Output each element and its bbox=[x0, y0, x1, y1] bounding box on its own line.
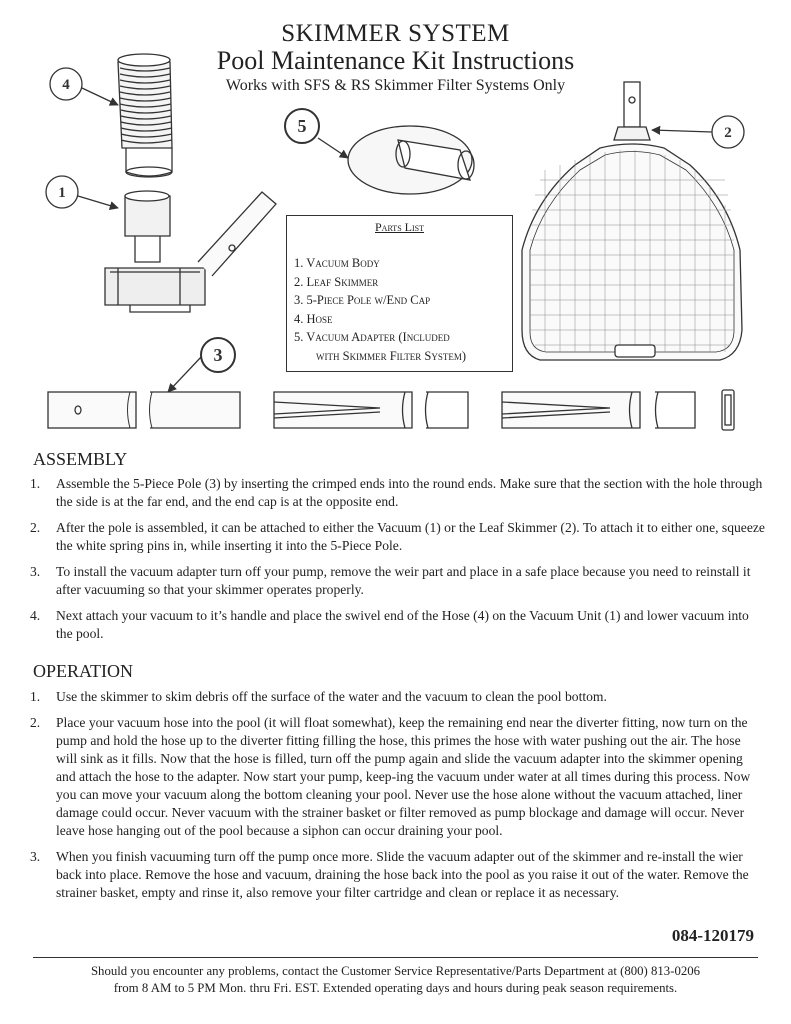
callout-label-2: 2 bbox=[724, 125, 732, 141]
step-text: After the pole is assembled, it can be attached to either the Vacuum (1) or the Leaf Skimmer (2). To attach it to either one, squeeze the white spring pins in, while inserting it into the 5-Piece Pole. bbox=[56, 520, 765, 553]
hose-drawing bbox=[118, 54, 172, 177]
operation-heading: OPERATION bbox=[33, 661, 134, 681]
parts-list-item: 3. 5-Piece Pole w/End Cap bbox=[294, 293, 431, 307]
parts-list-box bbox=[286, 215, 513, 372]
parts-list-item: 4. Hose bbox=[294, 311, 333, 326]
assembly-step bbox=[30, 519, 765, 555]
footer-divider bbox=[33, 957, 758, 958]
parts-list-item: 2. Leaf Skimmer bbox=[294, 274, 379, 289]
step-number: 1. bbox=[30, 476, 41, 491]
footer-contact: Should you encounter any problems, contact the Customer Service Representative/Parts Department at (800) 813-0206 bbox=[90, 964, 701, 978]
callout-label-3: 3 bbox=[213, 345, 223, 365]
parts-list-item: with Skimmer Filter System) bbox=[316, 348, 467, 363]
operation-step bbox=[30, 688, 765, 706]
step-text: Assemble the 5-Piece Pole (3) by inserting the crimped ends into the round ends. Make sure that the section with the hole through the side is at the far end, and the end cap is at the opposite end. bbox=[56, 476, 763, 509]
assembly-step bbox=[30, 607, 765, 643]
callout-label-4: 4 bbox=[62, 77, 70, 93]
assembly-steps bbox=[30, 475, 765, 651]
step-number: 3. bbox=[30, 849, 41, 864]
step-text: Next attach your vacuum to it’s handle and place the swivel end of the Hose (4) on the Vacuum Unit (1) and lower vacuum into the pool. bbox=[56, 608, 749, 641]
compatibility-note: Works with SFS & RS Skimmer Filter Systems Only bbox=[225, 77, 566, 94]
vacuum-adapter-drawing bbox=[348, 126, 474, 194]
step-text: When you finish vacuuming turn off the pump once more. Slide the vacuum adapter out of the skimmer and re-install the wier back into place. Remove the hose and vacuum, draining the hose back into the pool as you raise it out of the water. Remove the strainer basket, empty and rinse it, also remove your filter cartridge and clean or replace it as necessary. bbox=[56, 849, 749, 900]
step-number: 2. bbox=[30, 715, 41, 730]
parts-list-item: 5. Vacuum Adapter (Included bbox=[294, 330, 450, 344]
step-number: 2. bbox=[30, 520, 41, 535]
callout-label-5: 5 bbox=[297, 116, 307, 136]
callout-label-1: 1 bbox=[58, 185, 66, 201]
operation-step bbox=[30, 848, 765, 902]
pole-sections-drawing bbox=[48, 390, 734, 430]
assembly-heading: ASSEMBLY bbox=[33, 449, 128, 469]
step-number: 3. bbox=[30, 564, 41, 579]
operation-steps bbox=[30, 688, 765, 910]
parts-list-title: Parts List bbox=[375, 220, 424, 234]
document-title: SKIMMER SYSTEM bbox=[281, 20, 510, 47]
part-number: 084-120179 bbox=[671, 926, 754, 945]
parts-list-item: 1. Vacuum Body bbox=[294, 256, 380, 270]
leaf-skimmer-drawing bbox=[522, 82, 742, 360]
step-number: 4. bbox=[30, 608, 41, 623]
assembly-step bbox=[30, 563, 765, 599]
operation-step bbox=[30, 714, 765, 840]
footer-hours: from 8 AM to 5 PM Mon. thru Fri. EST. Extended operating days and hours during peak season requirements. bbox=[113, 981, 678, 995]
step-text: To install the vacuum adapter turn off your pump, remove the weir part and place in a safe place because you need to reinstall it after vacuuming so that your skimmer operates properly. bbox=[56, 564, 751, 597]
parts-list bbox=[294, 254, 466, 365]
assembly-step bbox=[30, 475, 765, 511]
step-text: Use the skimmer to skim debris off the surface of the water and the vacuum to clean the pool bottom. bbox=[56, 689, 607, 704]
vacuum-body-drawing bbox=[105, 191, 276, 312]
footer bbox=[0, 963, 791, 997]
step-number: 1. bbox=[30, 689, 41, 704]
document-subtitle: Pool Maintenance Kit Instructions bbox=[216, 46, 575, 75]
step-text: Place your vacuum hose into the pool (it will float somewhat), keep the remaining end near the diverter fitting, now turn on the pump and hold the hose up to the diverter fitting filling the hose, this primes the hose with water pushing out the air. The hose will sink as it fills. Now that the hose is filled, turn off the pump again and slide the vacuum adapter into the skimmer opening and attach the hose to the adapter. Now start your pump, keep-ing the vacuum under water at all times during this process. Now you can move your vacuum along the bottom cleaning your pool. Never use the hose alone without the vacuum attached, liner damage could occur. Never vacuum with the strainer basket or filter removed as pump blockage and damage will occur. Never leave hose hanging out of the pool because a siphon can occur draining your pool. bbox=[56, 715, 751, 838]
